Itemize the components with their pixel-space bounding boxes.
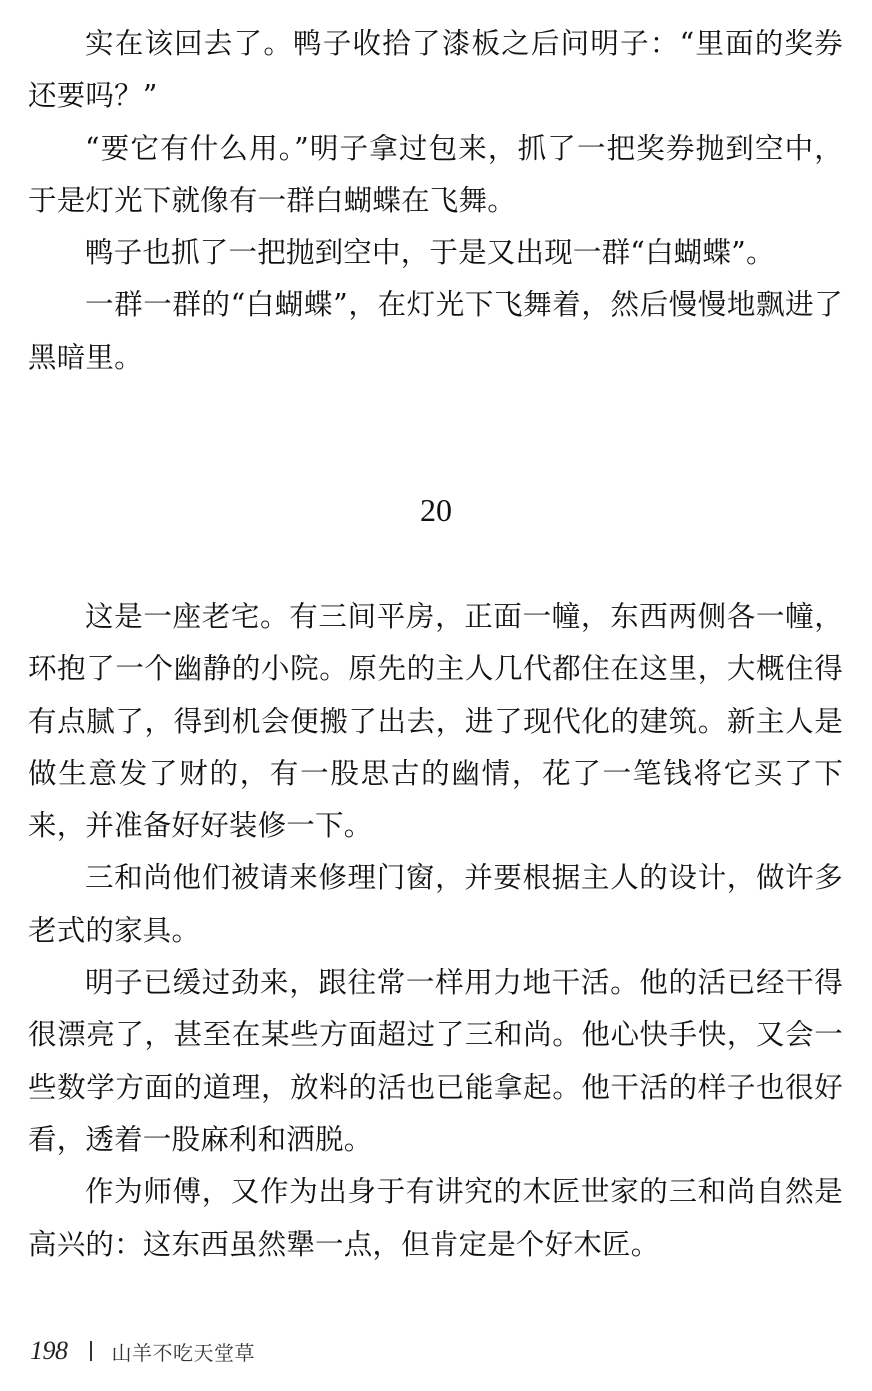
paragraph: 作为师傅，又作为出身于有讲究的木匠世家的三和尚自然是高兴的：这东西虽然犟一点，但肯定是个好木匠。	[28, 1175, 843, 1261]
paragraph: 实在该回去了。鸭子收拾了漆板之后问明子：“里面的奖券还要吗？”	[28, 27, 843, 113]
chapter-text-block	[28, 591, 843, 1271]
paragraph: 鸭子也抓了一把抛到空中，于是又出现一群“白蝴蝶”。	[85, 236, 775, 270]
paragraph: 明子已缓过劲来，跟往常一样用力地干活。他的活已经干得很漂亮了，甚至在某些方面超过了三和尚。他心快手快，又会一些数学方面的道理，放料的活也已能拿起。他干活的样子也很好看，透着一股麻利和洒脱。	[28, 966, 843, 1156]
paragraph: “要它有什么用。”明子拿过包来，抓了一把奖券抛到空中，于是灯光下就像有一群白蝴蝶在飞舞。	[28, 131, 843, 217]
footer-divider	[90, 1341, 92, 1361]
page-footer	[30, 1334, 255, 1368]
paragraph: 一群一群的“白蝴蝶”，在灯光下飞舞着，然后慢慢地飘进了黑暗里。	[28, 288, 843, 374]
paragraph: 这是一座老宅。有三间平房，正面一幢，东西两侧各一幢，环抱了一个幽静的小院。原先的主人几代都住在这里，大概住得有点腻了，得到机会便搬了出去，进了现代化的建筑。新主人是做生意发了财的，有一股思古的幽情，花了一笔钱将它买了下来，并准备好好装修一下。	[28, 600, 843, 843]
chapter-heading: 20	[420, 492, 452, 528]
book-title: 山羊不吃天堂草	[111, 1340, 255, 1365]
top-text-block	[28, 18, 843, 384]
page-number: 198	[30, 1336, 68, 1365]
paragraph: 三和尚他们被请来修理门窗，并要根据主人的设计，做许多老式的家具。	[28, 861, 843, 947]
